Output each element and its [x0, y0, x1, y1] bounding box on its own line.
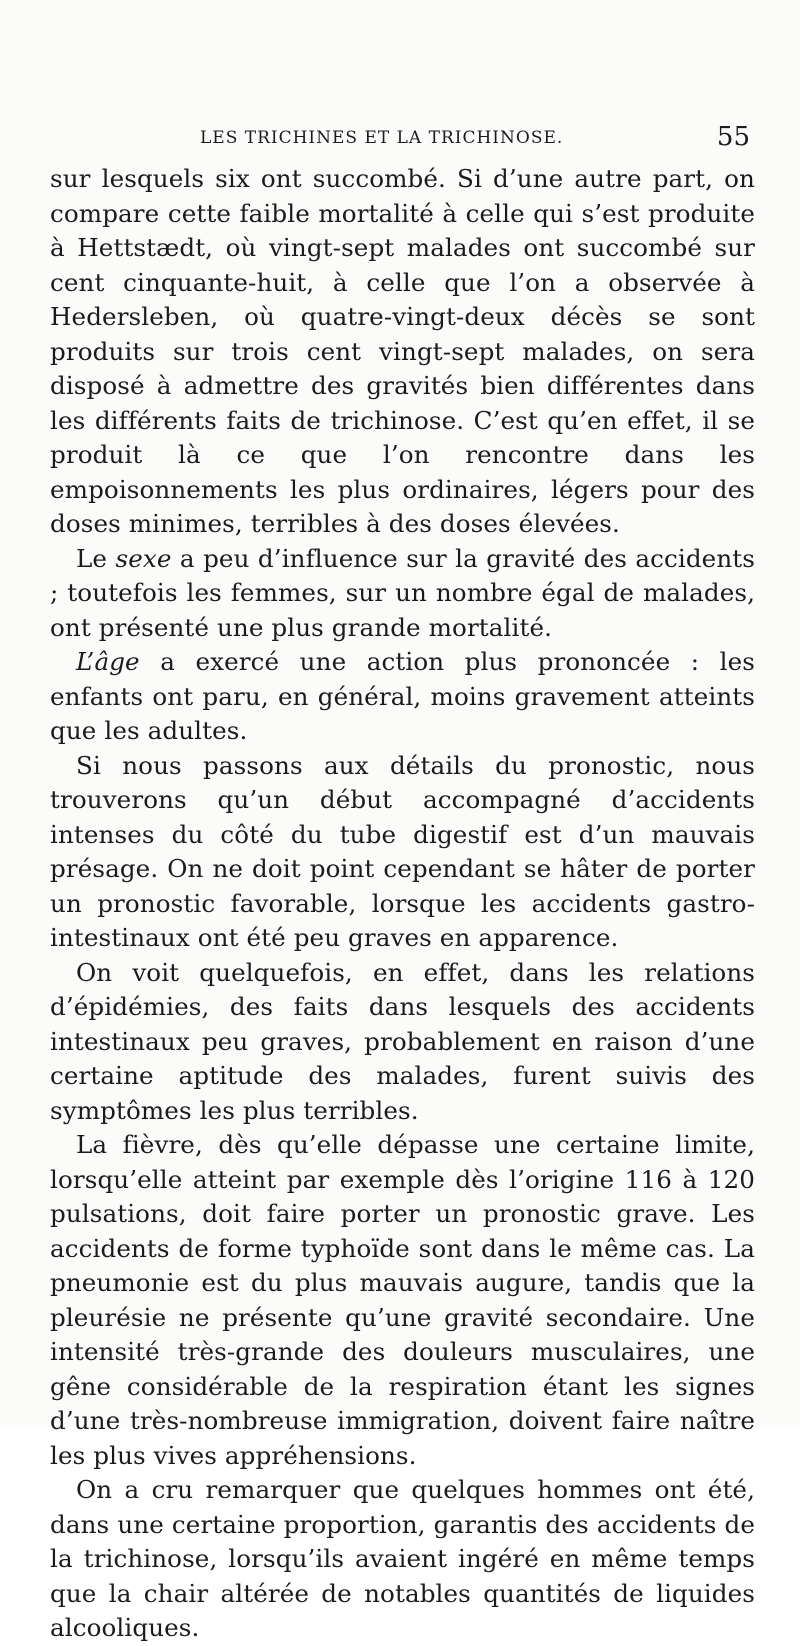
paragraph-2 [50, 542, 755, 646]
page-header [62, 124, 750, 158]
paragraph-3-rest: a exercé une action plus prononcée : les enfants ont paru, en général, moins gravement atteints que les adultes. [50, 647, 755, 745]
paragraph-6: La fièvre, dès qu’elle dépasse une certaine limite, lorsqu’elle atteint par exemple dès l’origine 116 à 120 pulsations, doit faire porter un pronostic grave. Les accidents de forme typhoïde sont dans le même cas. La pneumonie est du plus mauvais augure, tandis que la pleurésie ne présente qu’une gravité secondaire. Une intensité très-grande des douleurs musculaires, une gêne considérable de la respiration étant les signes d’une très-nombreuse immigration, doivent faire naître les plus vives appréhensions. [50, 1130, 755, 1470]
page-number: 55 [716, 122, 750, 152]
paragraph-3-emphasis: L’âge [76, 647, 140, 676]
paragraph-4: Si nous passons aux détails du pronostic, nous trouverons qu’un début accompagné d’accidents intenses du côté du tube digestif est d’un mauvais présage. On ne doit point cependant se hâter de porter un pronostic favorable, lorsque les accidents gastro-intestinaux ont été peu graves en apparence. [50, 750, 755, 952]
paragraph-2-rest: a peu d’influence sur la gravité des accidents ; toutefois les femmes, sur un nombre égal de malades, ont présenté une plus grande mortalité. [50, 543, 755, 642]
paragraph-3 [50, 645, 755, 749]
running-head: LES TRICHINES ET LA TRICHINOSE. [200, 128, 564, 148]
paragraph-2-emphasis: sexe [115, 543, 172, 573]
paragraph-5: On voit quelquefois, en effet, dans les relations d’épidémies, des faits dans lesquels des accidents intestinaux peu graves, probablement en raison d’une certaine aptitude des malades, furent suivis des symptômes les plus terribles. [50, 957, 755, 1125]
paragraph-7: On a cru remarquer que quelques hommes ont été, dans une certaine proportion, garantis des accidents de la trichinose, lorsqu’ils avaient ingéré en même temps que la chair altérée de notables quantités de liquides alcooliques. [50, 1475, 755, 1642]
paragraph-1: sur lesquels six ont succombé. Si d’une autre part, on compare cette faible mortalité à celle qui s’est produite à Hettstædt, où vingt-sept malades ont succombé sur cent cinquante-huit, à celle que l’on a observée à Hedersleben, où quatre-vingt-deux décès se sont produits sur trois cent vingt-sept malades, on sera disposé à admettre des gravités bien différentes dans les différents faits de trichinose. C’est qu’en effet, il se produit là ce que l’on rencontre dans les empoisonnements les plus ordinaires, légers pour des doses minimes, terribles à des doses élevées. [50, 164, 755, 538]
body-text [50, 162, 755, 1646]
paragraph-2-lead: Le [76, 543, 116, 573]
